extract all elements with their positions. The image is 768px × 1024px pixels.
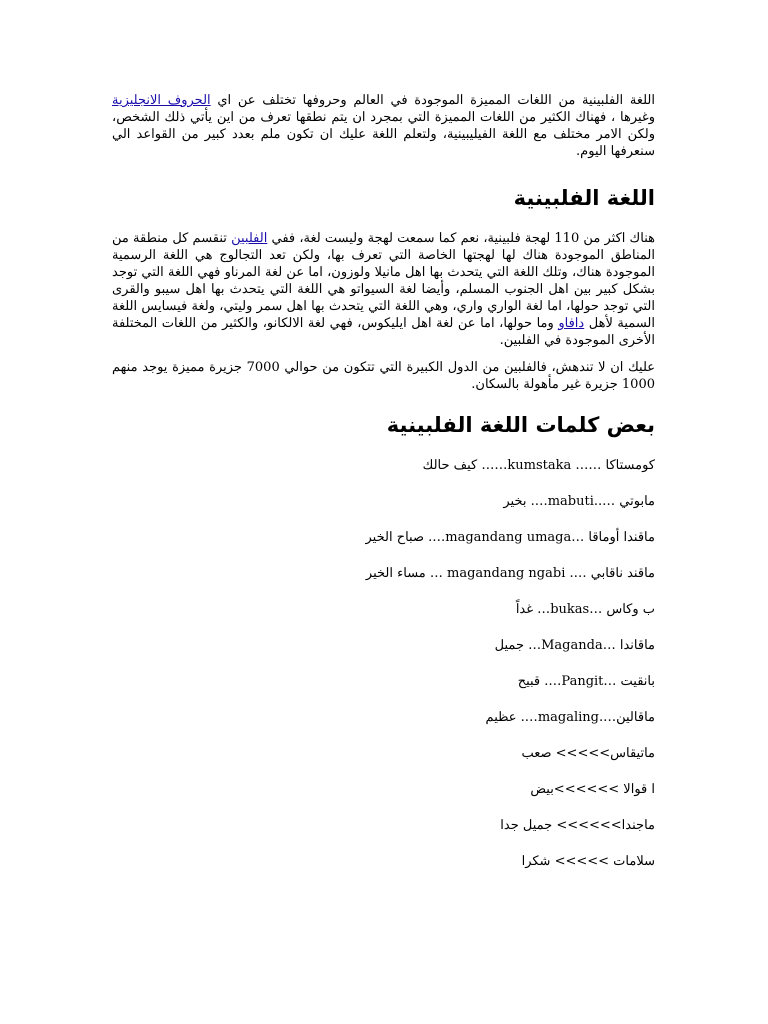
dialects-text-end: وما حولها، اما عن لغة اهل ايليكوس، فهي لغة الالكانو، والكثير من اللغات المختلفة الأخرى الموجودة في الفلبين. bbox=[112, 316, 655, 348]
word-item: مابوتي …..mabuti…. بخير bbox=[503, 494, 655, 509]
word-item: كومستاكا …… kumstaka…… كيف حالك bbox=[422, 458, 655, 473]
word-item: ب وكاس …bukas… غداً bbox=[515, 602, 655, 617]
dialects-paragraph bbox=[112, 230, 655, 349]
intro-paragraph bbox=[112, 92, 655, 160]
word-item: ماقند ناقابي …. magandang ngabi … مساء الخير bbox=[365, 566, 655, 581]
words-list bbox=[112, 457, 655, 870]
word-item: ماقندا أوماقا …magandang umaga…. صباح الخير bbox=[365, 530, 655, 545]
word-item: بانقيت …Pangit…. قبيح bbox=[517, 674, 655, 689]
word-item: ماجندا>>>>>> جميل جدا bbox=[500, 818, 655, 833]
islands-paragraph: عليك ان لا تندهش، فالفلبين من الدول الكبيرة التي تتكون من حوالي 7000 جزيرة مميزة يوجد منهم 1000 جزيرة غير مأهولة بالسكان. bbox=[112, 360, 656, 392]
word-item: ا قوالا >>>>>>بيض bbox=[530, 782, 655, 797]
intro-text-after-link: وغيرها ، فهناك الكثير من اللغات المميزة التي بمجرد ان يتم نطقها تعرف من اين يأتي ذلك الشخص، ولكن الامر مختلف مع اللغة الفيليبينية، ولتعلم اللغة عليك ان تكون ملم بعدد كبير من القواعد الي سنعرفها اليوم. bbox=[112, 110, 655, 159]
english-letters-link[interactable]: الحروف الانجليزية bbox=[112, 93, 211, 108]
article bbox=[112, 92, 655, 889]
word-item: ماتيقاس>>>>> صعب bbox=[521, 746, 655, 761]
word-item: ماقالين….magaling…. عظيم bbox=[485, 710, 655, 725]
philippines-link[interactable]: الفلبين bbox=[231, 231, 268, 246]
philippine-language-heading: اللغة الفلبينية bbox=[513, 186, 655, 210]
intro-text-before-link: اللغة الفلبينية من اللغات المميزة الموجودة في العالم وحروفها تختلف عن اي bbox=[210, 93, 655, 108]
words-heading: بعض كلمات اللغة الفلبينية bbox=[386, 413, 655, 437]
dialects-text-start: هناك اكثر من 110 لهجة فلبينية، نعم كما سمعت لهجة وليست لغة، ففي bbox=[267, 231, 656, 246]
word-item: ماقاندا …Maganda… جميل bbox=[494, 638, 655, 653]
davao-link[interactable]: دافاو bbox=[558, 316, 585, 331]
word-item: سلامات >>>>> شكرا bbox=[521, 854, 655, 869]
dialects-text-middle: تنقسم كل منطقة من المناطق الموجودة هناك لها لهجتها الخاصة التي تعرف بها، ولكن تعد التجالوج هي اللغة الرسمية الموجودة هناك، وتلك اللغة التي يتحدث بها اهل مانيلا ولوزون، اما عن لغة المرناو فهي اللغة التي توجد بشكل كبير بين اهل الجنوب المسلم، وأيضا لغة السيواتو هي اللغة التي يتحدث بها اهل سيبو والقرى التي توجد حولها، اما لغة الواري واري، وهي اللغة التي يتحدث بها اهل سمر وليتي، ولغة فيسايس اللغة السمية لأهل bbox=[112, 231, 655, 331]
